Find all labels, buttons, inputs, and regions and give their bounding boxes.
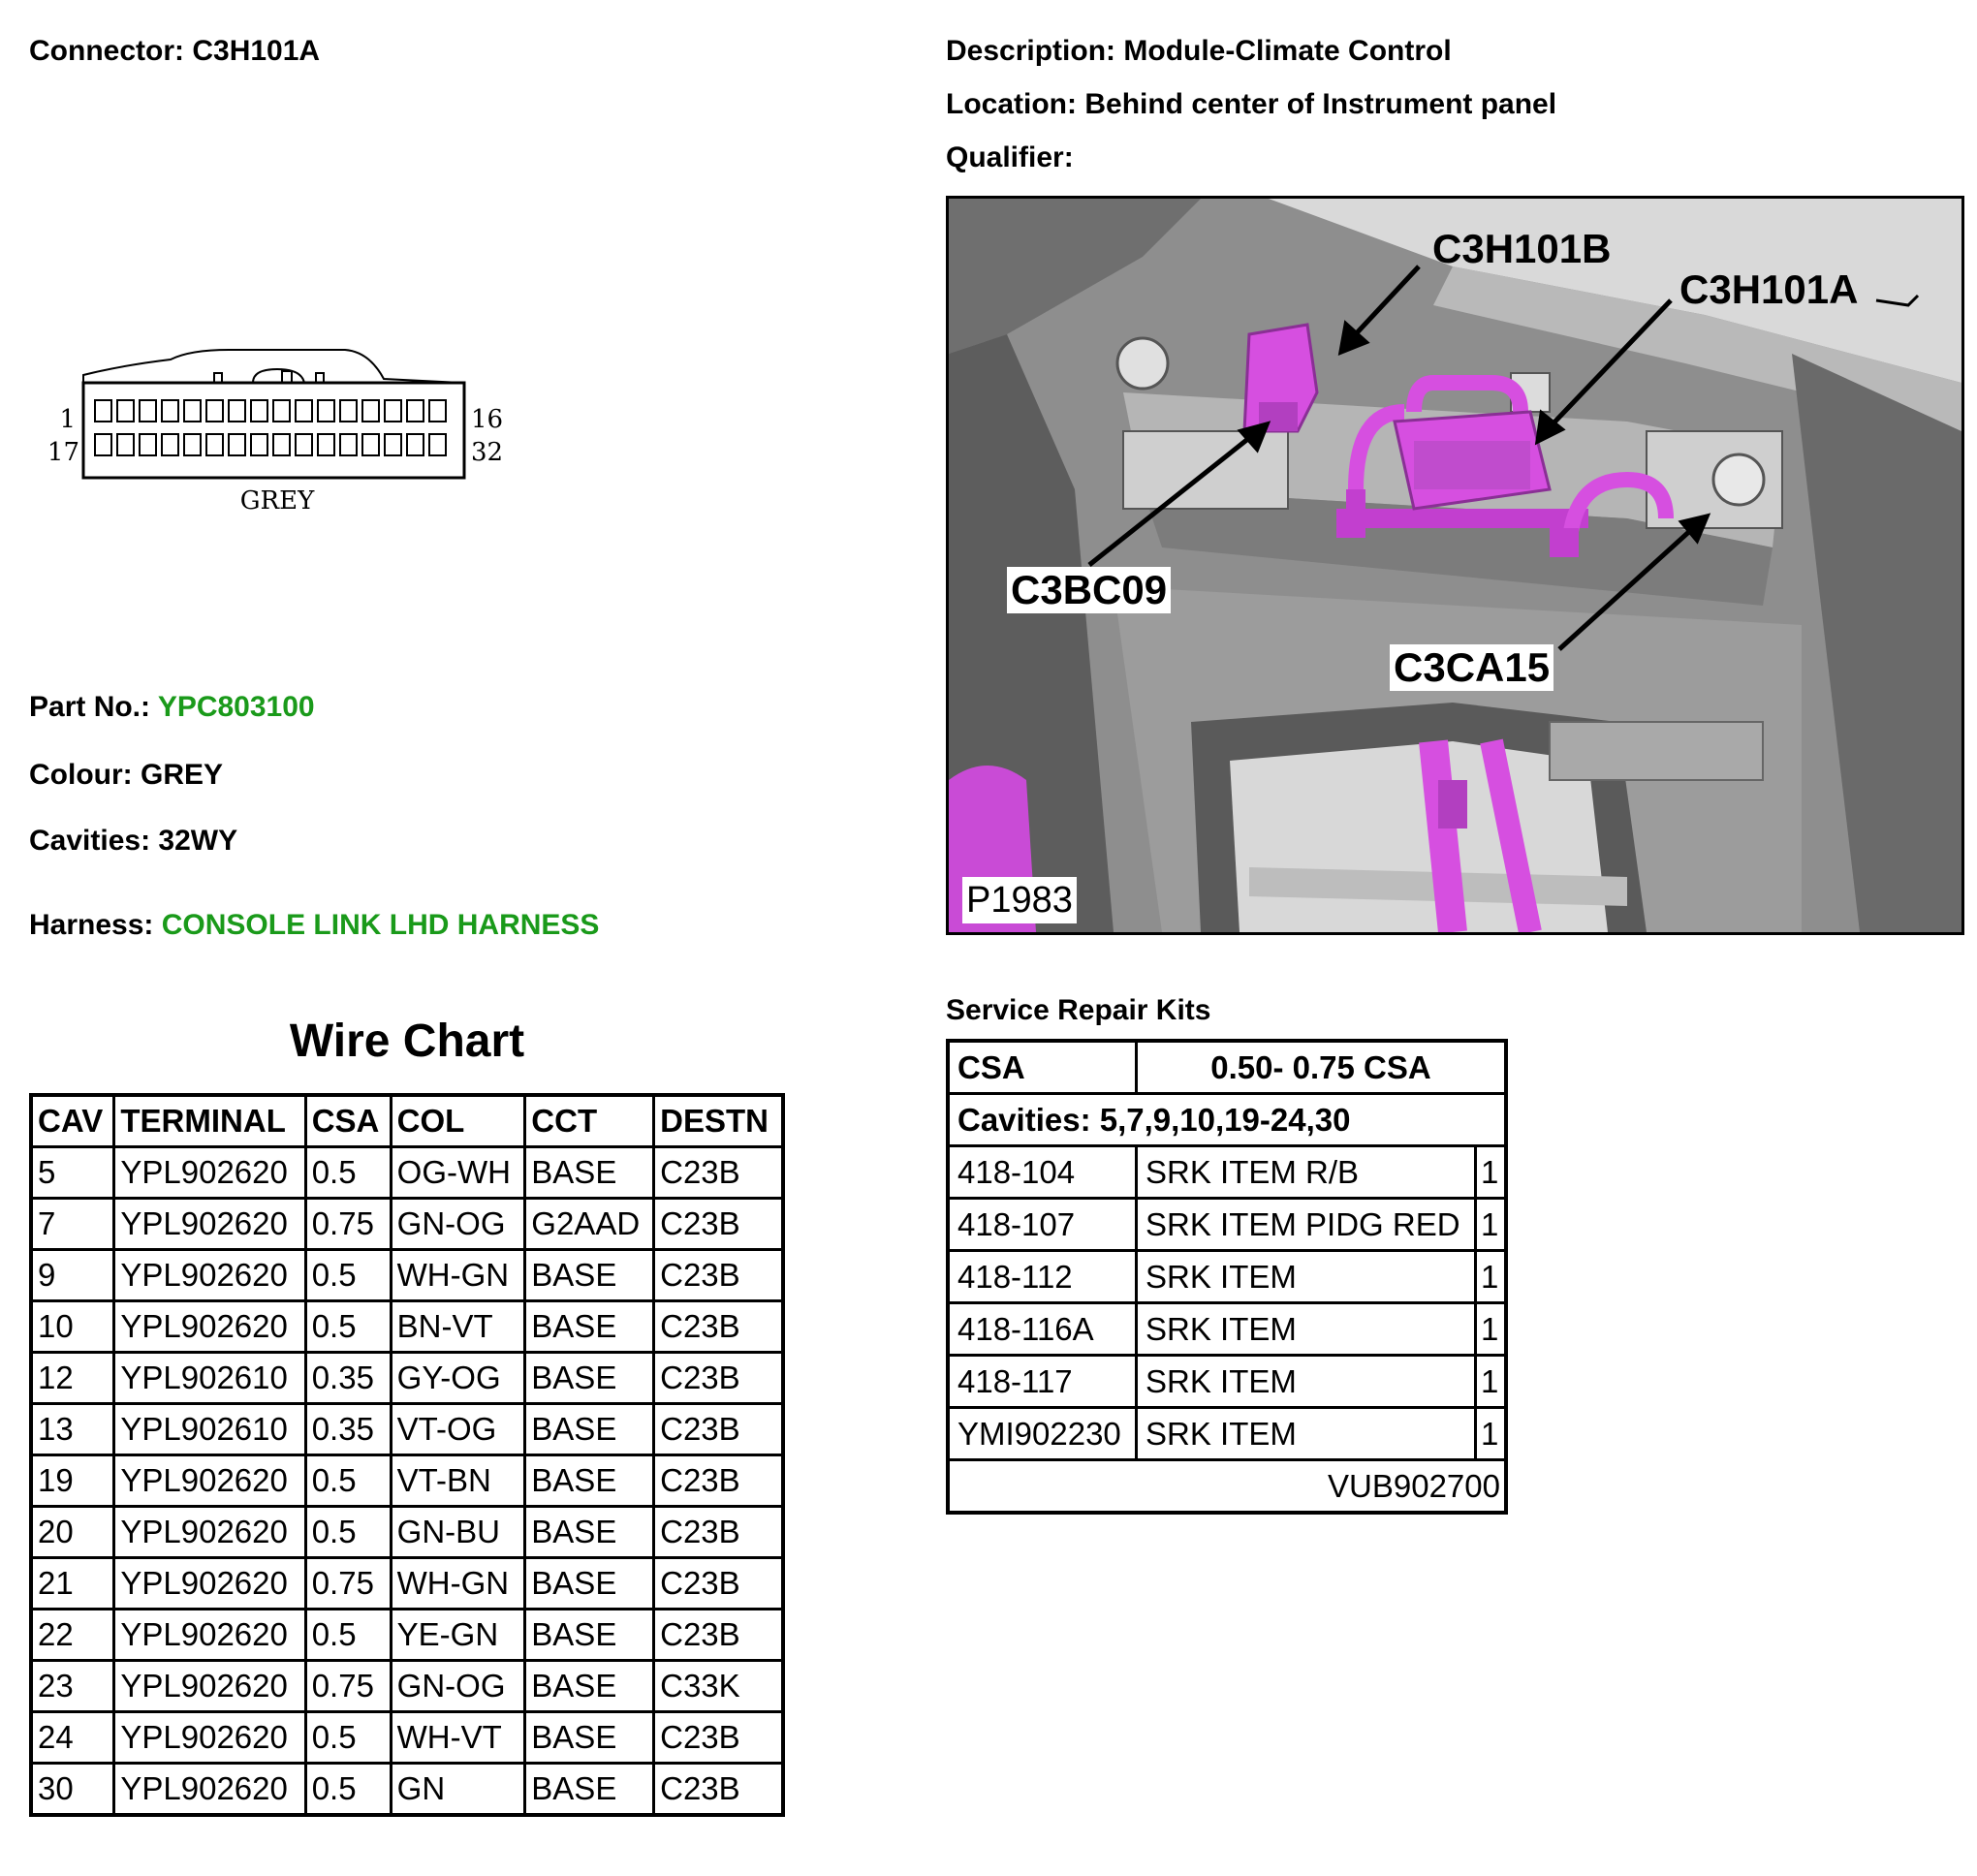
cavities-field <box>29 824 237 859</box>
table-cell: BASE <box>525 1353 654 1404</box>
srk-row <box>948 1303 1506 1356</box>
wire-chart-header-cell: DESTN <box>654 1095 783 1147</box>
cavity <box>95 400 111 422</box>
table-cell: YE-GN <box>391 1610 525 1661</box>
connector-field <box>29 34 320 69</box>
table-row <box>31 1147 783 1199</box>
srk-cell: SRK ITEM <box>1137 1356 1476 1408</box>
table-cell: 0.75 <box>305 1199 391 1250</box>
pin-32-label: 32 <box>471 438 504 467</box>
srk-cell: 1 <box>1476 1251 1507 1303</box>
table-cell: G2AAD <box>525 1199 654 1250</box>
description-field <box>946 34 1452 69</box>
table-cell: VT-OG <box>391 1404 525 1455</box>
table-cell: C23B <box>654 1558 783 1610</box>
table-cell: GN-OG <box>391 1199 525 1250</box>
part-no-value[interactable]: YPC803100 <box>157 691 315 723</box>
cavity <box>206 434 223 455</box>
srk-cell: SRK ITEM <box>1137 1251 1476 1303</box>
harness-field <box>29 908 599 943</box>
table-row <box>31 1455 783 1507</box>
table-cell: 23 <box>31 1661 114 1712</box>
cavity <box>184 434 201 455</box>
cavity <box>273 434 290 455</box>
cavity <box>407 400 424 422</box>
table-cell: BASE <box>525 1147 654 1199</box>
qualifier-label: Qualifier: <box>946 141 1074 173</box>
srk-cell: SRK ITEM PIDG RED <box>1137 1199 1476 1251</box>
table-cell: WH-VT <box>391 1712 525 1764</box>
description-value: Module-Climate Control <box>1123 35 1452 67</box>
cavity <box>251 400 267 422</box>
part-no-label: Part No.: <box>29 691 151 723</box>
table-row <box>31 1712 783 1764</box>
table-cell: YPL902620 <box>114 1455 305 1507</box>
callout-c3h101b: C3H101B <box>1432 226 1612 271</box>
table-row <box>31 1661 783 1712</box>
cavities-value: 32WY <box>158 825 238 857</box>
table-row <box>31 1404 783 1455</box>
callout-c3ca15: C3CA15 <box>1390 644 1553 691</box>
table-cell: C23B <box>654 1764 783 1816</box>
srk-cell: YMI902230 <box>948 1408 1137 1460</box>
srk-csa-row <box>948 1041 1506 1094</box>
table-cell: 9 <box>31 1250 114 1301</box>
callout-c3bc09: C3BC09 <box>1007 567 1171 613</box>
table-row <box>31 1507 783 1558</box>
cavity <box>95 434 111 455</box>
srk-csa-label: CSA <box>948 1041 1137 1094</box>
srk-cell: SRK ITEM <box>1137 1408 1476 1460</box>
table-cell: 0.5 <box>305 1610 391 1661</box>
location-value: Behind center of Instrument panel <box>1084 88 1557 120</box>
srk-cell: SRK ITEM <box>1137 1303 1476 1356</box>
table-row <box>31 1764 783 1816</box>
table-cell: YPL902620 <box>114 1661 305 1712</box>
diagram-colour-label: GREY <box>239 486 315 516</box>
table-cell: 5 <box>31 1147 114 1199</box>
srk-cell: 1 <box>1476 1356 1507 1408</box>
connector-face-diagram <box>35 344 539 518</box>
table-cell: 0.5 <box>305 1507 391 1558</box>
table-cell: 10 <box>31 1301 114 1353</box>
wire-chart-header-row <box>31 1095 783 1147</box>
cavity <box>206 400 223 422</box>
cavity <box>184 400 201 422</box>
colour-label: Colour: <box>29 759 133 791</box>
table-cell: 0.5 <box>305 1764 391 1816</box>
cavity <box>429 400 446 422</box>
table-cell: BASE <box>525 1764 654 1816</box>
table-cell: 20 <box>31 1507 114 1558</box>
table-cell: YPL902620 <box>114 1764 305 1816</box>
table-cell: 24 <box>31 1712 114 1764</box>
colour-value: GREY <box>140 759 224 791</box>
cavity <box>362 400 379 422</box>
harness-label: Harness: <box>29 909 154 941</box>
table-row <box>31 1558 783 1610</box>
srk-cell: 1 <box>1476 1303 1507 1356</box>
cavity <box>229 400 245 422</box>
cavity <box>407 434 424 455</box>
srk-footer-row <box>948 1460 1506 1514</box>
table-cell: 0.35 <box>305 1404 391 1455</box>
connector-value: C3H101A <box>192 35 321 67</box>
wire-chart-table <box>29 1093 785 1817</box>
table-cell: 21 <box>31 1558 114 1610</box>
cavity <box>140 434 156 455</box>
wire-chart-header-cell: CSA <box>305 1095 391 1147</box>
callout-c3h101a: C3H101A <box>1679 266 1859 312</box>
srk-cell: 418-107 <box>948 1199 1137 1251</box>
table-cell: 7 <box>31 1199 114 1250</box>
location-label: Location: <box>946 88 1077 120</box>
table-cell: YPL902620 <box>114 1610 305 1661</box>
part-no-field <box>29 690 315 725</box>
srk-cell: 418-116A <box>948 1303 1137 1356</box>
table-cell: C23B <box>654 1250 783 1301</box>
table-cell: WH-GN <box>391 1250 525 1301</box>
table-cell: BASE <box>525 1712 654 1764</box>
cavity <box>318 400 334 422</box>
table-cell: YPL902620 <box>114 1250 305 1301</box>
pin-17-label: 17 <box>47 438 79 467</box>
cavity <box>273 400 290 422</box>
table-cell: YPL902620 <box>114 1301 305 1353</box>
cavity <box>162 434 178 455</box>
table-cell: 13 <box>31 1404 114 1455</box>
table-row <box>31 1250 783 1301</box>
table-cell: C23B <box>654 1507 783 1558</box>
table-cell: C23B <box>654 1610 783 1661</box>
cavity <box>340 434 357 455</box>
table-cell: BASE <box>525 1610 654 1661</box>
table-cell: OG-WH <box>391 1147 525 1199</box>
cavity <box>117 400 134 422</box>
cavity <box>296 400 312 422</box>
table-cell: 30 <box>31 1764 114 1816</box>
srk-cell: 1 <box>1476 1146 1507 1199</box>
table-cell: BASE <box>525 1661 654 1712</box>
srk-cell: 418-117 <box>948 1356 1137 1408</box>
srk-footer: VUB902700 <box>948 1460 1506 1514</box>
table-cell: GY-OG <box>391 1353 525 1404</box>
srk-cell: 1 <box>1476 1199 1507 1251</box>
table-cell: C23B <box>654 1147 783 1199</box>
table-cell: GN <box>391 1764 525 1816</box>
srk-cell: 418-104 <box>948 1146 1137 1199</box>
table-cell: C23B <box>654 1404 783 1455</box>
table-cell: 0.5 <box>305 1301 391 1353</box>
table-cell: BASE <box>525 1404 654 1455</box>
photo-reference: P1983 <box>962 877 1077 923</box>
wire-chart-header-cell: CAV <box>31 1095 114 1147</box>
wire-chart-header-cell: TERMINAL <box>114 1095 305 1147</box>
table-cell: YPL902620 <box>114 1199 305 1250</box>
cavity <box>296 434 312 455</box>
cavity <box>429 434 446 455</box>
table-cell: GN-BU <box>391 1507 525 1558</box>
table-cell: BN-VT <box>391 1301 525 1353</box>
srk-csa-value: 0.50- 0.75 CSA <box>1137 1041 1507 1094</box>
description-label: Description: <box>946 35 1116 67</box>
table-cell: 12 <box>31 1353 114 1404</box>
cavity <box>140 400 156 422</box>
table-cell: VT-BN <box>391 1455 525 1507</box>
table-cell: 0.5 <box>305 1455 391 1507</box>
cavity <box>362 434 379 455</box>
table-row <box>31 1199 783 1250</box>
table-cell: C33K <box>654 1661 783 1712</box>
cavity <box>117 434 134 455</box>
service-repair-kits-title: Service Repair Kits <box>946 994 1211 1026</box>
table-cell: BASE <box>525 1455 654 1507</box>
srk-cell: 1 <box>1476 1408 1507 1460</box>
srk-row <box>948 1356 1506 1408</box>
srk-row <box>948 1146 1506 1199</box>
location-photo <box>946 196 1964 935</box>
table-cell: C23B <box>654 1455 783 1507</box>
srk-row <box>948 1251 1506 1303</box>
table-cell: YPL902610 <box>114 1353 305 1404</box>
cavity <box>385 400 401 422</box>
table-cell: C23B <box>654 1712 783 1764</box>
cavities-label: Cavities: <box>29 825 151 857</box>
table-cell: 0.5 <box>305 1147 391 1199</box>
table-cell: BASE <box>525 1301 654 1353</box>
cavity <box>385 434 401 455</box>
table-cell: BASE <box>525 1507 654 1558</box>
srk-cavities: Cavities: 5,7,9,10,19-24,30 <box>948 1094 1506 1146</box>
table-cell: YPL902620 <box>114 1558 305 1610</box>
wire-chart-header-cell: COL <box>391 1095 525 1147</box>
wire-chart-header-cell: CCT <box>525 1095 654 1147</box>
table-cell: C23B <box>654 1199 783 1250</box>
connector-label: Connector: <box>29 35 184 67</box>
table-row <box>31 1610 783 1661</box>
table-cell: YPL902620 <box>114 1147 305 1199</box>
table-row <box>31 1301 783 1353</box>
table-cell: YPL902620 <box>114 1507 305 1558</box>
cavity <box>340 400 357 422</box>
pin-16-label: 16 <box>471 405 504 434</box>
cavity <box>162 400 178 422</box>
cavity <box>229 434 245 455</box>
table-cell: WH-GN <box>391 1558 525 1610</box>
table-cell: BASE <box>525 1558 654 1610</box>
srk-cell: 418-112 <box>948 1251 1137 1303</box>
pin-1-label: 1 <box>59 405 76 434</box>
table-cell: 0.75 <box>305 1661 391 1712</box>
table-row <box>31 1353 783 1404</box>
srk-cavities-row <box>948 1094 1506 1146</box>
colour-field <box>29 758 223 793</box>
cavity <box>251 434 267 455</box>
service-repair-kits-table <box>946 1039 1508 1515</box>
cavity <box>318 434 334 455</box>
table-cell: BASE <box>525 1250 654 1301</box>
table-cell: 0.35 <box>305 1353 391 1404</box>
table-cell: YPL902620 <box>114 1712 305 1764</box>
table-cell: 19 <box>31 1455 114 1507</box>
table-cell: 0.5 <box>305 1250 391 1301</box>
table-cell: C23B <box>654 1353 783 1404</box>
table-cell: 0.5 <box>305 1712 391 1764</box>
table-cell: C23B <box>654 1301 783 1353</box>
wire-chart-title: Wire Chart <box>289 1016 525 1067</box>
srk-cell: SRK ITEM R/B <box>1137 1146 1476 1199</box>
harness-value[interactable]: CONSOLE LINK LHD HARNESS <box>161 909 600 941</box>
srk-row <box>948 1199 1506 1251</box>
table-cell: 0.75 <box>305 1558 391 1610</box>
location-field <box>946 87 1556 122</box>
table-cell: GN-OG <box>391 1661 525 1712</box>
table-cell: YPL902610 <box>114 1404 305 1455</box>
qualifier-field <box>946 141 1074 175</box>
table-cell: 22 <box>31 1610 114 1661</box>
srk-row <box>948 1408 1506 1460</box>
